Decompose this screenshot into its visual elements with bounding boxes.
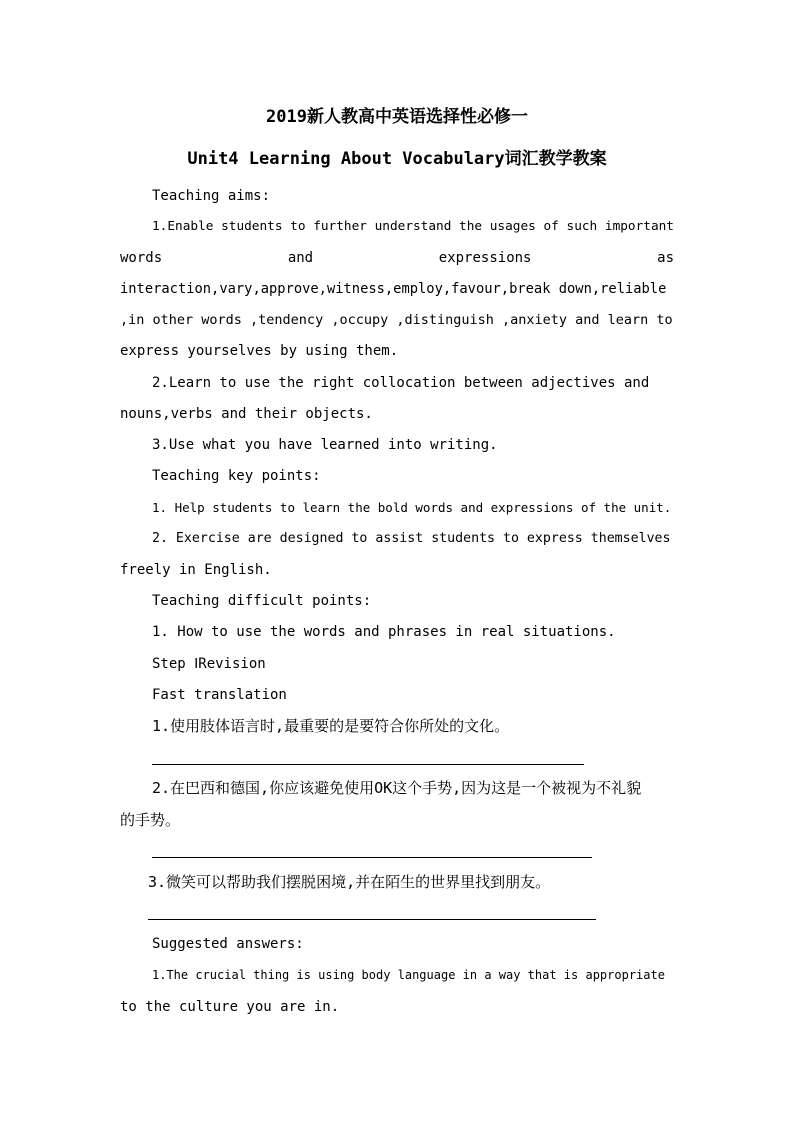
- difficult-points-heading: Teaching difficult points:: [152, 593, 372, 609]
- aim2-line2: nouns,verbs and their objects.: [120, 406, 373, 422]
- key-points-heading: Teaching key points:: [152, 468, 321, 484]
- aim1-word: words: [120, 250, 163, 266]
- aim1-line3: interaction,vary,approve,witness,employ,favour,break down,reliable: [120, 281, 667, 297]
- suggested-answers-heading: Suggested answers:: [152, 936, 304, 952]
- answer-line-1: [152, 764, 584, 765]
- fast-translation-heading: Fast translation: [152, 687, 287, 703]
- answer-1-line2: to the culture you are in.: [120, 999, 340, 1015]
- aim1-line1: 1.Enable students to further understand the usages of such important: [152, 219, 674, 234]
- difficult-point-1: 1. How to use the words and phrases in real situations.: [152, 624, 616, 640]
- question-1: 1.使用肢体语言时,最重要的是要符合你所处的文化。: [152, 717, 510, 735]
- aim1-word: expressions: [438, 250, 532, 266]
- document-subtitle: Unit4 Learning About Vocabulary词汇教学教案: [187, 149, 607, 169]
- aims-heading: Teaching aims:: [152, 188, 271, 204]
- document-title: 2019新人教高中英语选择性必修一: [266, 107, 528, 127]
- aim1-word: as: [657, 250, 674, 266]
- key-point-2-line1: 2. Exercise are designed to assist students to express themselves: [152, 531, 671, 546]
- aim1-word: and: [287, 250, 314, 266]
- key-point-2-line2: freely in English.: [120, 562, 272, 578]
- answer-line-2: [152, 857, 592, 858]
- question-3: 3.微笑可以帮助我们摆脱困境,并在陌生的世界里找到朋友。: [148, 873, 551, 891]
- aim2-line1: 2.Learn to use the right collocation between adjectives and: [152, 375, 650, 391]
- key-point-1: 1. Help students to learn the bold words and expressions of the unit.: [152, 500, 672, 515]
- aim1-line5: express yourselves by using them.: [120, 343, 399, 359]
- aim1-line2: [120, 249, 674, 267]
- question-2-line2: 的手势。: [120, 811, 181, 829]
- aim3: 3.Use what you have learned into writing.: [152, 437, 498, 453]
- step-heading: Step ⅠRevision: [152, 656, 266, 672]
- aim1-line4: ,in other words ,tendency ,occupy ,distinguish ,anxiety and learn to: [120, 312, 673, 328]
- question-2-line1: 2.在巴西和德国,你应该避免使用OK这个手势,因为这是一个被视为不礼貌: [152, 779, 642, 797]
- answer-line-3: [148, 919, 596, 920]
- answer-1-line1: 1.The crucial thing is using body language in a way that is appropriate: [152, 968, 665, 982]
